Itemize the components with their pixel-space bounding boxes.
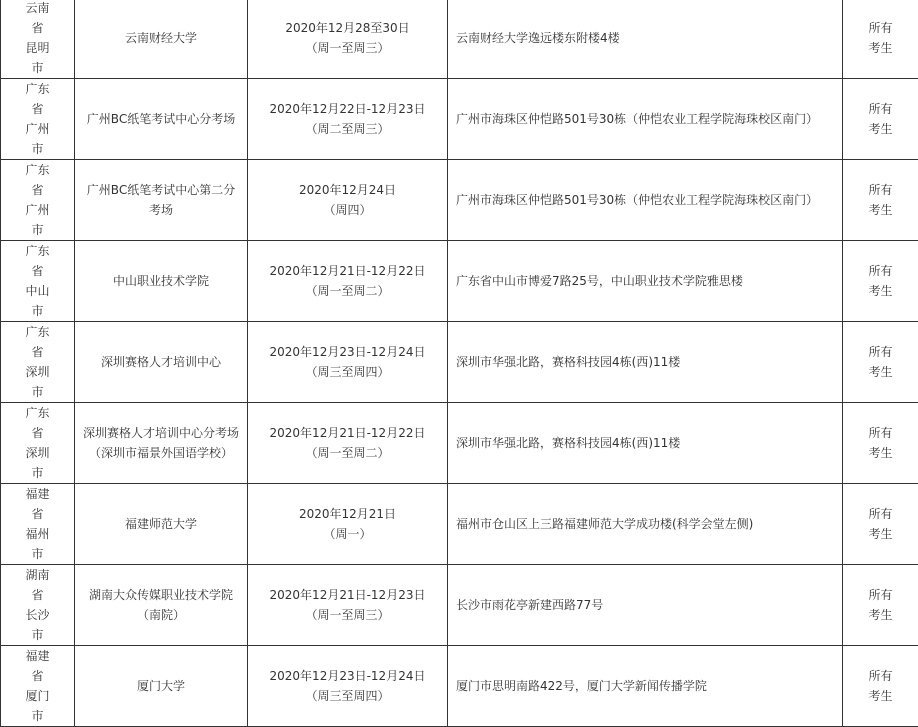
region-text: 云南 <box>5 0 70 18</box>
exam-date-cell <box>248 79 448 160</box>
eligible-candidates-text: 所有 <box>849 504 912 524</box>
eligible-candidates-text: 考生 <box>849 281 912 301</box>
exam-date-cell <box>248 484 448 565</box>
table-row <box>1 79 918 160</box>
eligible-candidates-cell <box>843 0 918 79</box>
exam-center-cell: 广州BC纸笔考试中心第二分考场 <box>75 160 248 241</box>
eligible-candidates-text: 所有 <box>849 585 912 605</box>
region-cell <box>1 79 75 160</box>
eligible-candidates-cell <box>843 241 918 322</box>
region-text: 省 <box>5 342 70 362</box>
exam-date: 2020年12月21日 <box>248 504 447 524</box>
region-text: 广东 <box>5 241 70 261</box>
exam-date-cell <box>248 403 448 484</box>
exam-date: 2020年12月21日-12月23日 <box>248 585 447 605</box>
eligible-candidates-text: 所有 <box>849 99 912 119</box>
exam-date-cell <box>248 322 448 403</box>
region-text: 市 <box>5 544 70 564</box>
region-text: 省 <box>5 18 70 38</box>
region-text: 广东 <box>5 403 70 423</box>
exam-date: 2020年12月23日-12月24日 <box>248 342 447 362</box>
region-text: 深圳 <box>5 362 70 382</box>
region-cell <box>1 484 75 565</box>
exam-date: 2020年12月24日 <box>248 180 447 200</box>
exam-center-cell: 深圳赛格人才培训中心分考场（深圳市福景外国语学校） <box>75 403 248 484</box>
region-cell <box>1 322 75 403</box>
exam-center-cell: 云南财经大学 <box>75 0 248 79</box>
region-text: 广州 <box>5 200 70 220</box>
eligible-candidates-text: 考生 <box>849 362 912 382</box>
exam-center-cell: 深圳赛格人才培训中心 <box>75 322 248 403</box>
eligible-candidates-text: 所有 <box>849 180 912 200</box>
region-text: 广东 <box>5 322 70 342</box>
region-text: 福建 <box>5 484 70 504</box>
region-text: 市 <box>5 301 70 321</box>
eligible-candidates-cell <box>843 565 918 646</box>
eligible-candidates-cell <box>843 484 918 565</box>
address-cell: 云南财经大学逸远楼东附楼4楼 <box>448 0 843 79</box>
region-text: 湖南 <box>5 565 70 585</box>
exam-center-cell: 厦门大学 <box>75 646 248 727</box>
region-cell <box>1 0 75 79</box>
eligible-candidates-text: 所有 <box>849 666 912 686</box>
address-cell: 福州市仓山区上三路福建师范大学成功楼(科学会堂左侧) <box>448 484 843 565</box>
exam-date-cell <box>248 565 448 646</box>
eligible-candidates-text: 考生 <box>849 443 912 463</box>
eligible-candidates-text: 所有 <box>849 18 912 38</box>
exam-date: 2020年12月22日-12月23日 <box>248 99 447 119</box>
exam-weekday: （周三至周四） <box>248 362 447 382</box>
region-cell <box>1 160 75 241</box>
table-row <box>1 403 918 484</box>
region-text: 省 <box>5 666 70 686</box>
region-text: 广州 <box>5 119 70 139</box>
eligible-candidates-text: 考生 <box>849 686 912 706</box>
exam-date-cell <box>248 241 448 322</box>
region-text: 市 <box>5 382 70 402</box>
region-text: 中山 <box>5 281 70 301</box>
region-text: 福州 <box>5 524 70 544</box>
eligible-candidates-text: 所有 <box>849 423 912 443</box>
region-text: 深圳 <box>5 443 70 463</box>
region-cell <box>1 241 75 322</box>
region-text: 省 <box>5 99 70 119</box>
region-cell <box>1 565 75 646</box>
exam-center-cell: 广州BC纸笔考试中心分考场 <box>75 79 248 160</box>
eligible-candidates-text: 所有 <box>849 342 912 362</box>
region-text: 福建 <box>5 646 70 666</box>
exam-date: 2020年12月23日-12月24日 <box>248 666 447 686</box>
exam-date: 2020年12月21日-12月22日 <box>248 423 447 443</box>
region-text: 省 <box>5 504 70 524</box>
address-cell: 广州市海珠区仲恺路501号30栋（仲恺农业工程学院海珠校区南门） <box>448 79 843 160</box>
exam-date: 2020年12月21日-12月22日 <box>248 261 447 281</box>
region-text: 厦门 <box>5 686 70 706</box>
region-text: 市 <box>5 625 70 645</box>
table-row <box>1 565 918 646</box>
region-cell <box>1 646 75 727</box>
table-row <box>1 241 918 322</box>
exam-weekday: （周一至周二） <box>248 281 447 301</box>
address-cell: 深圳市华强北路，赛格科技园4栋(西)11楼 <box>448 403 843 484</box>
exam-weekday: （周一至周三） <box>248 38 447 58</box>
region-text: 省 <box>5 423 70 443</box>
region-text: 市 <box>5 220 70 240</box>
table-row <box>1 322 918 403</box>
exam-center-cell: 中山职业技术学院 <box>75 241 248 322</box>
region-text: 昆明 <box>5 38 70 58</box>
exam-center-cell: 湖南大众传媒职业技术学院（南院） <box>75 565 248 646</box>
exam-date-cell <box>248 0 448 79</box>
region-text: 市 <box>5 58 70 78</box>
region-text: 广东 <box>5 160 70 180</box>
eligible-candidates-cell <box>843 403 918 484</box>
region-text: 省 <box>5 261 70 281</box>
eligible-candidates-text: 考生 <box>849 200 912 220</box>
exam-weekday: （周二至周三） <box>248 119 447 139</box>
region-text: 广东 <box>5 79 70 99</box>
exam-weekday: （周一） <box>248 524 447 544</box>
address-cell: 厦门市思明南路422号，厦门大学新闻传播学院 <box>448 646 843 727</box>
table-row <box>1 0 918 79</box>
region-text: 省 <box>5 180 70 200</box>
exam-date: 2020年12月28至30日 <box>248 18 447 38</box>
region-text: 市 <box>5 139 70 159</box>
eligible-candidates-text: 所有 <box>849 261 912 281</box>
region-cell <box>1 403 75 484</box>
exam-weekday: （周三至周四） <box>248 686 447 706</box>
exam-weekday: （周一至周三） <box>248 605 447 625</box>
eligible-candidates-text: 考生 <box>849 119 912 139</box>
address-cell: 广东省中山市博爱7路25号，中山职业技术学院雅思楼 <box>448 241 843 322</box>
region-text: 市 <box>5 463 70 483</box>
address-cell: 长沙市雨花亭新建西路77号 <box>448 565 843 646</box>
exam-date-cell <box>248 646 448 727</box>
region-text: 省 <box>5 585 70 605</box>
table-row <box>1 646 918 727</box>
address-cell: 深圳市华强北路，赛格科技园4栋(西)11楼 <box>448 322 843 403</box>
exam-date-cell <box>248 160 448 241</box>
eligible-candidates-cell <box>843 160 918 241</box>
table-body <box>1 0 918 727</box>
exam-center-cell: 福建师范大学 <box>75 484 248 565</box>
table-row <box>1 160 918 241</box>
exam-weekday: （周四） <box>248 200 447 220</box>
eligible-candidates-text: 考生 <box>849 38 912 58</box>
eligible-candidates-cell <box>843 646 918 727</box>
eligible-candidates-text: 考生 <box>849 605 912 625</box>
exam-weekday: （周一至周二） <box>248 443 447 463</box>
region-text: 长沙 <box>5 605 70 625</box>
eligible-candidates-cell <box>843 322 918 403</box>
eligible-candidates-text: 考生 <box>849 524 912 544</box>
region-text: 市 <box>5 706 70 726</box>
address-cell: 广州市海珠区仲恺路501号30栋（仲恺农业工程学院海珠校区南门） <box>448 160 843 241</box>
eligible-candidates-cell <box>843 79 918 160</box>
table-row <box>1 484 918 565</box>
